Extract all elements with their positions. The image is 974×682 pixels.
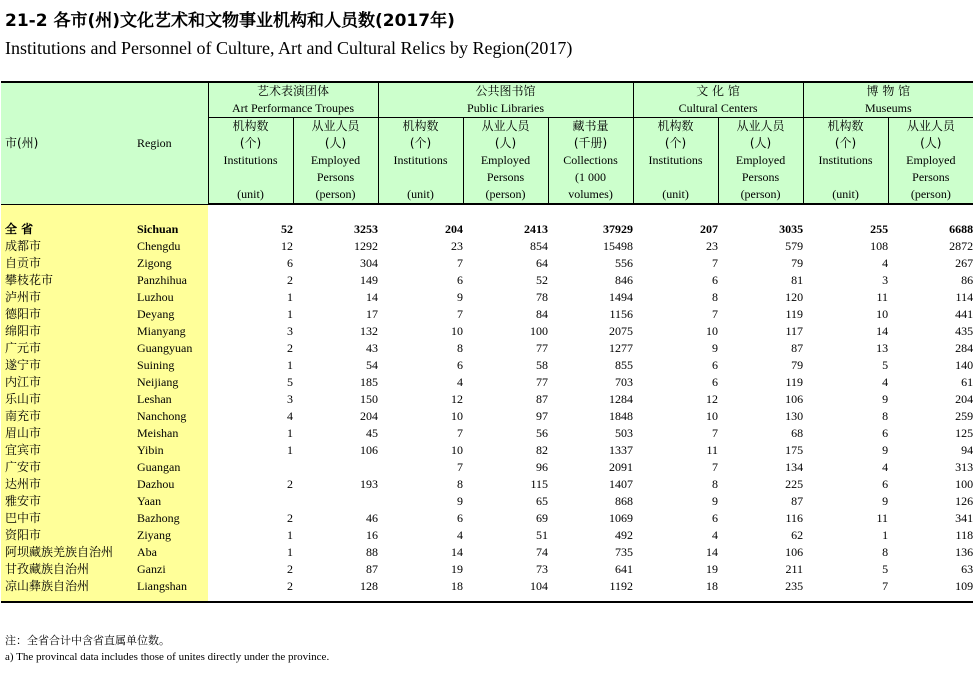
region-name-cn: 阿坝藏族羌族自治州 [1, 544, 133, 561]
region-name-cn: 内江市 [1, 374, 133, 391]
value-cell: 62 [791, 528, 804, 542]
value-cell: 73 [536, 562, 549, 576]
value-cell: 87 [791, 494, 804, 508]
value-cell: 79 [791, 358, 804, 372]
value-cell: 204 [360, 409, 379, 423]
value-cell: 46 [366, 511, 379, 525]
region-name-cn: 巴中市 [1, 510, 133, 527]
value-cell: 51 [536, 528, 549, 542]
value-cell: 14 [876, 324, 889, 338]
value-cell: 16 [366, 528, 379, 542]
value-cell: 4 [882, 256, 889, 270]
table-row [1, 459, 973, 476]
value-cell: 1 [287, 307, 293, 321]
region-name-cn: 绵阳市 [1, 323, 133, 340]
value-cell: 77 [536, 341, 549, 355]
value-cell: 11 [876, 290, 889, 304]
value-cell: 8 [882, 409, 889, 423]
value-cell: 106 [785, 545, 804, 559]
value-cell: 1 [287, 528, 293, 542]
value-cell: 1 [287, 426, 293, 440]
group-header-public-libraries: 公共图书馆 Public Libraries [378, 82, 633, 118]
value-cell: 84 [536, 307, 549, 321]
value-cell: 10 [706, 409, 719, 423]
value-cell: 8 [712, 477, 719, 491]
value-cell: 12 [281, 239, 293, 253]
value-cell: 7 [882, 579, 889, 593]
value-cell [293, 493, 378, 510]
value-cell: 868 [615, 494, 634, 508]
table-row [1, 408, 973, 425]
value-cell: 9 [882, 494, 889, 508]
value-cell: 267 [955, 256, 974, 270]
value-cell: 9 [882, 443, 889, 457]
value-cell: 9 [457, 494, 464, 508]
value-cell: 441 [955, 307, 974, 321]
value-cell: 846 [615, 273, 634, 287]
group-header-cultural-centers: 文 化 馆 Cultural Centers [633, 82, 803, 118]
value-cell: 7 [457, 460, 464, 474]
value-cell: 79 [791, 256, 804, 270]
table-row [1, 340, 973, 357]
value-cell: 185 [360, 375, 379, 389]
table-row [1, 272, 973, 289]
table-row [1, 493, 973, 510]
value-cell: 4 [882, 460, 889, 474]
region-name-cn: 泸州市 [1, 289, 133, 306]
value-cell: 9 [882, 392, 889, 406]
value-cell: 78 [536, 290, 549, 304]
group-header-art-troupes: 艺术表演团体 Art Performance Troupes [208, 82, 378, 118]
value-cell: 114 [955, 290, 974, 304]
region-name-cn: 资阳市 [1, 527, 133, 544]
region-name-en: Zigong [133, 255, 208, 272]
value-cell: 259 [955, 409, 974, 423]
value-cell: 87 [366, 562, 379, 576]
value-cell: 9 [712, 341, 719, 355]
statistics-table [1, 81, 973, 603]
table-row [1, 425, 973, 442]
table-body [1, 204, 973, 602]
region-name-cn: 全 省 [1, 221, 133, 238]
value-cell: 115 [530, 477, 549, 491]
region-name-en: Yibin [133, 442, 208, 459]
value-cell: 3 [287, 392, 293, 406]
region-name-cn: 德阳市 [1, 306, 133, 323]
value-cell: 10 [706, 324, 719, 338]
value-cell: 3 [882, 273, 889, 287]
value-cell: 11 [876, 511, 889, 525]
value-cell [208, 459, 293, 476]
value-cell: 106 [360, 443, 379, 457]
region-name-cn: 南充市 [1, 408, 133, 425]
value-cell: 65 [536, 494, 549, 508]
region-name-cn: 成都市 [1, 238, 133, 255]
value-cell: 2 [287, 477, 293, 491]
value-cell: 54 [366, 358, 379, 372]
value-cell: 4 [287, 409, 293, 423]
value-cell: 4 [882, 375, 889, 389]
value-cell: 9 [457, 290, 464, 304]
value-cell: 175 [785, 443, 804, 457]
value-cell: 3035 [779, 222, 804, 236]
subcol-header: 从业人员 (人) Employed Persons (person) [463, 118, 548, 205]
value-cell: 1 [287, 358, 293, 372]
value-cell: 1069 [609, 511, 634, 525]
region-name-en: Nanchong [133, 408, 208, 425]
value-cell: 140 [955, 358, 974, 372]
value-cell: 2413 [524, 222, 549, 236]
value-cell: 18 [451, 579, 464, 593]
value-cell: 5 [882, 562, 889, 576]
value-cell: 6 [712, 273, 719, 287]
value-cell [208, 493, 293, 510]
value-cell: 1337 [609, 443, 634, 457]
value-cell: 1192 [609, 579, 634, 593]
value-cell: 204 [955, 392, 974, 406]
value-cell: 8 [457, 341, 464, 355]
spacer-row [1, 204, 973, 221]
value-cell: 2075 [609, 324, 634, 338]
region-name-cn: 自贡市 [1, 255, 133, 272]
value-cell: 14 [366, 290, 379, 304]
value-cell: 119 [785, 307, 804, 321]
value-cell: 58 [536, 358, 549, 372]
value-cell: 10 [451, 324, 464, 338]
value-cell: 14 [451, 545, 464, 559]
value-cell: 106 [785, 392, 804, 406]
value-cell: 1292 [354, 239, 379, 253]
region-name-en: Leshan [133, 391, 208, 408]
region-name-en: Suining [133, 357, 208, 374]
value-cell: 1284 [609, 392, 634, 406]
value-cell: 255 [870, 222, 889, 236]
region-name-en: Ganzi [133, 561, 208, 578]
region-name-cn: 攀枝花市 [1, 272, 133, 289]
region-name-en: Sichuan [133, 221, 208, 238]
table-row [1, 391, 973, 408]
value-cell: 23 [451, 239, 464, 253]
region-name-en: Dazhou [133, 476, 208, 493]
region-name-cn: 甘孜藏族自治州 [1, 561, 133, 578]
value-cell: 5 [882, 358, 889, 372]
value-cell: 12 [706, 392, 719, 406]
value-cell: 4 [457, 528, 464, 542]
value-cell: 6 [712, 511, 719, 525]
value-cell: 15498 [603, 239, 634, 253]
value-cell: 63 [961, 562, 974, 576]
value-cell: 4 [712, 528, 719, 542]
value-cell: 132 [360, 324, 379, 338]
value-cell: 211 [785, 562, 804, 576]
subcol-header: 机构数 (个) Institutions (unit) [378, 118, 463, 205]
value-cell: 69 [536, 511, 549, 525]
value-cell: 4 [457, 375, 464, 389]
value-cell: 193 [360, 477, 379, 491]
table-title-chinese: 21-2 各市(州)文化艺术和文物事业机构和人员数(2017年) [5, 11, 455, 31]
value-cell: 855 [615, 358, 634, 372]
value-cell: 2 [287, 562, 293, 576]
value-cell: 3 [287, 324, 293, 338]
value-cell: 1 [882, 528, 889, 542]
table-row [1, 357, 973, 374]
value-cell: 128 [360, 579, 379, 593]
value-cell: 313 [955, 460, 974, 474]
region-name-en: Meishan [133, 425, 208, 442]
table-row [1, 238, 973, 255]
region-name-en: Ziyang [133, 527, 208, 544]
value-cell: 8 [712, 290, 719, 304]
value-cell: 641 [615, 562, 634, 576]
value-cell: 3253 [354, 222, 379, 236]
value-cell: 14 [706, 545, 719, 559]
subcol-header: 藏书量 (千册) Collections (1 000 volumes) [548, 118, 633, 205]
table-row [1, 289, 973, 306]
value-cell: 5 [287, 375, 293, 389]
table-row [1, 306, 973, 323]
value-cell: 120 [785, 290, 804, 304]
region-name-en: Yaan [133, 493, 208, 510]
value-cell: 6 [882, 477, 889, 491]
value-cell: 6 [287, 256, 293, 270]
value-cell: 6688 [949, 222, 974, 236]
value-cell: 134 [785, 460, 804, 474]
value-cell: 1 [287, 443, 293, 457]
region-name-cn: 凉山彝族自治州 [1, 578, 133, 595]
value-cell: 556 [615, 256, 634, 270]
subcol-header: 从业人员 (人) Employed Persons (person) [888, 118, 973, 205]
value-cell: 136 [955, 545, 974, 559]
region-name-cn: 眉山市 [1, 425, 133, 442]
value-cell: 12 [451, 392, 464, 406]
table-row [1, 561, 973, 578]
value-cell: 10 [451, 409, 464, 423]
value-cell: 149 [360, 273, 379, 287]
table-header [1, 82, 973, 204]
value-cell: 703 [615, 375, 634, 389]
value-cell: 52 [536, 273, 549, 287]
value-cell: 6 [457, 273, 464, 287]
value-cell: 7 [457, 426, 464, 440]
value-cell: 37929 [603, 222, 634, 236]
value-cell: 341 [955, 511, 974, 525]
value-cell: 854 [530, 239, 549, 253]
footnote-chinese: 注：全省合计中含省直属单位数。 [5, 634, 170, 647]
value-cell: 11 [706, 443, 719, 457]
table-row [1, 476, 973, 493]
value-cell: 87 [791, 341, 804, 355]
region-name-en: Guangan [133, 459, 208, 476]
value-cell: 150 [360, 392, 379, 406]
value-cell [293, 459, 378, 476]
table-bottom-row [1, 595, 973, 602]
region-name-cn: 宜宾市 [1, 442, 133, 459]
value-cell: 235 [785, 579, 804, 593]
value-cell: 304 [360, 256, 379, 270]
value-cell: 735 [615, 545, 634, 559]
value-cell: 19 [706, 562, 719, 576]
value-cell: 2 [287, 341, 293, 355]
region-name-en: Aba [133, 544, 208, 561]
value-cell: 19 [451, 562, 464, 576]
value-cell: 56 [536, 426, 549, 440]
value-cell: 1407 [609, 477, 634, 491]
value-cell: 119 [785, 375, 804, 389]
table-row [1, 578, 973, 595]
value-cell: 109 [955, 579, 974, 593]
value-cell: 8 [882, 545, 889, 559]
value-cell: 68 [791, 426, 804, 440]
value-cell: 7 [712, 460, 719, 474]
value-cell: 87 [536, 392, 549, 406]
value-cell: 10 [876, 307, 889, 321]
value-cell: 45 [366, 426, 379, 440]
region-name-en: Luzhou [133, 289, 208, 306]
value-cell: 23 [706, 239, 719, 253]
value-cell: 8 [457, 477, 464, 491]
value-cell: 503 [615, 426, 634, 440]
value-cell: 117 [785, 324, 804, 338]
value-cell: 435 [955, 324, 974, 338]
value-cell: 61 [961, 375, 974, 389]
value-cell: 13 [876, 341, 889, 355]
value-cell: 2 [287, 273, 293, 287]
table-title-english: Institutions and Personnel of Culture, Art and Cultural Relics by Region(2017) [5, 38, 573, 58]
value-cell: 7 [457, 256, 464, 270]
value-cell: 2091 [609, 460, 634, 474]
subcol-header: 从业人员 (人) Employed Persons (person) [293, 118, 378, 205]
value-cell: 18 [706, 579, 719, 593]
region-name-en: Mianyang [133, 323, 208, 340]
value-cell: 1277 [609, 341, 634, 355]
region-en-header: Region [133, 82, 208, 204]
value-cell: 118 [955, 528, 974, 542]
value-cell: 7 [712, 256, 719, 270]
table-row [1, 442, 973, 459]
value-cell: 7 [712, 426, 719, 440]
subcol-header: 机构数 (个) Institutions (unit) [803, 118, 888, 205]
value-cell: 130 [785, 409, 804, 423]
value-cell: 2 [287, 511, 293, 525]
value-cell: 97 [536, 409, 549, 423]
value-cell: 6 [457, 358, 464, 372]
value-cell: 100 [530, 324, 549, 338]
region-name-en: Neijiang [133, 374, 208, 391]
value-cell: 9 [712, 494, 719, 508]
value-cell: 6 [457, 511, 464, 525]
subcol-header: 机构数 (个) Institutions (unit) [208, 118, 293, 205]
value-cell: 1494 [609, 290, 634, 304]
region-name-en: Bazhong [133, 510, 208, 527]
region-name-cn: 广元市 [1, 340, 133, 357]
region-name-cn: 达州市 [1, 476, 133, 493]
total-row [1, 221, 973, 238]
value-cell: 77 [536, 375, 549, 389]
value-cell: 52 [281, 222, 293, 236]
region-name-cn: 遂宁市 [1, 357, 133, 374]
region-name-en: Deyang [133, 306, 208, 323]
value-cell: 1 [287, 290, 293, 304]
value-cell: 7 [457, 307, 464, 321]
value-cell: 100 [955, 477, 974, 491]
table-row [1, 255, 973, 272]
value-cell: 492 [615, 528, 634, 542]
region-name-cn: 乐山市 [1, 391, 133, 408]
region-name-cn: 广安市 [1, 459, 133, 476]
value-cell: 116 [785, 511, 804, 525]
value-cell: 125 [955, 426, 974, 440]
region-name-en: Guangyuan [133, 340, 208, 357]
group-header-museums: 博 物 馆 Museums [803, 82, 973, 118]
subcol-header: 机构数 (个) Institutions (unit) [633, 118, 718, 205]
table-row [1, 544, 973, 561]
value-cell: 225 [785, 477, 804, 491]
table-row [1, 510, 973, 527]
value-cell: 108 [870, 239, 889, 253]
value-cell: 81 [791, 273, 804, 287]
value-cell: 104 [530, 579, 549, 593]
value-cell: 6 [712, 358, 719, 372]
region-name-cn: 雅安市 [1, 493, 133, 510]
region-cn-header: 市(州) [1, 82, 133, 204]
region-name-en: Liangshan [133, 578, 208, 595]
value-cell: 126 [955, 494, 974, 508]
subcol-header: 从业人员 (人) Employed Persons (person) [718, 118, 803, 205]
value-cell: 10 [451, 443, 464, 457]
value-cell: 6 [712, 375, 719, 389]
value-cell: 284 [955, 341, 974, 355]
value-cell: 6 [882, 426, 889, 440]
value-cell: 96 [536, 460, 549, 474]
value-cell: 82 [536, 443, 549, 457]
value-cell: 1848 [609, 409, 634, 423]
value-cell: 17 [366, 307, 379, 321]
value-cell: 1156 [609, 307, 634, 321]
value-cell: 43 [366, 341, 379, 355]
value-cell: 207 [700, 222, 719, 236]
region-name-en: Panzhihua [133, 272, 208, 289]
value-cell: 1 [287, 545, 293, 559]
table-row [1, 527, 973, 544]
value-cell: 579 [785, 239, 804, 253]
table-row [1, 374, 973, 391]
value-cell: 86 [961, 273, 974, 287]
table-row [1, 323, 973, 340]
value-cell: 94 [961, 443, 974, 457]
value-cell: 64 [536, 256, 549, 270]
value-cell: 88 [366, 545, 379, 559]
value-cell: 7 [712, 307, 719, 321]
value-cell: 2 [287, 579, 293, 593]
value-cell: 74 [536, 545, 549, 559]
region-name-en: Chengdu [133, 238, 208, 255]
value-cell: 2872 [949, 239, 974, 253]
value-cell: 204 [445, 222, 464, 236]
footnote-english: a) The provincal data includes those of unites directly under the province. [5, 651, 330, 663]
